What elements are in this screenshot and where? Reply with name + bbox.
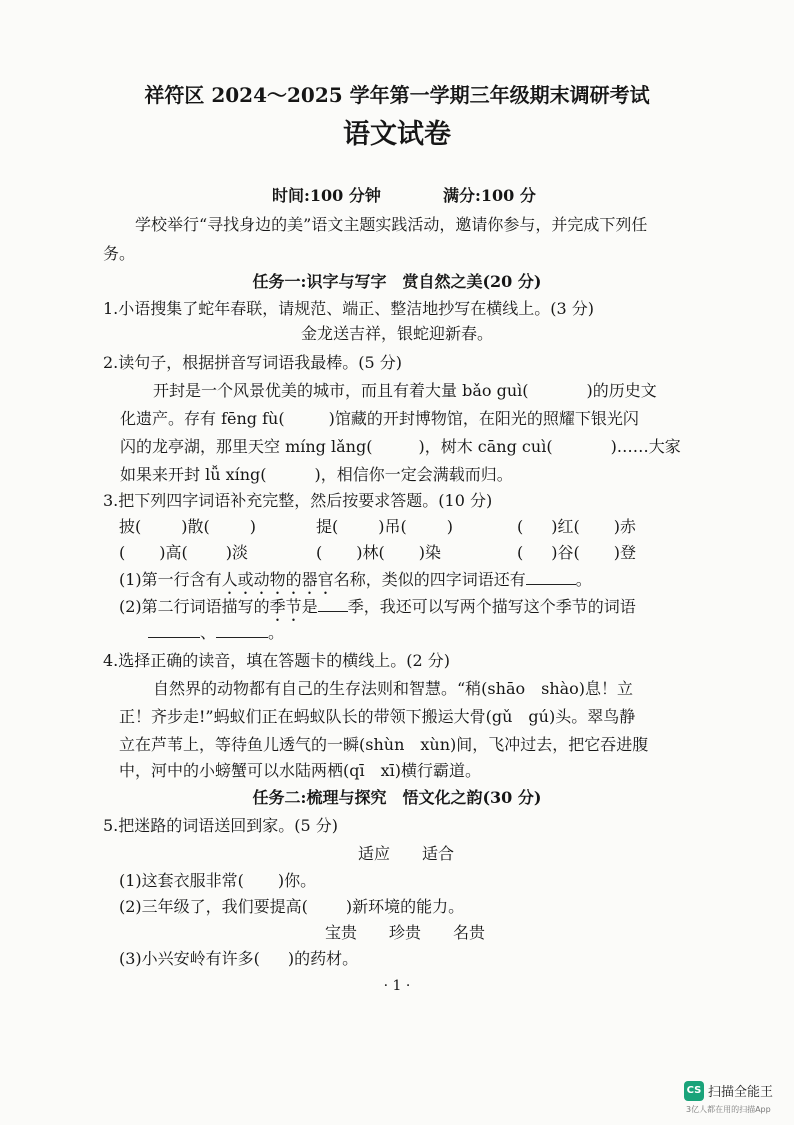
q5-s1-part-a: (1)这套衣服非常( [119,871,244,890]
idiom-part: 披( [119,517,142,536]
q2-line-2 [120,408,639,430]
task1-heading: 任务一:识字与写字 赏自然之美(20 分) [252,272,542,291]
watermark-name: 扫描全能王 [708,1085,774,1100]
q3-sub1-part-a: (1)第一行含有 [119,570,222,589]
idiom-part: ( [517,517,524,536]
q3-idiom-2-3 [517,542,636,564]
task2-heading: 任务二:梳理与探究 悟文化之韵(30 分) [252,788,542,807]
idiom-part: 提( [316,517,339,536]
q2-l1-part-a: 开封是一个风景优美的城市，而且有着大量 bǎo guì( [153,381,529,400]
q4-para-1: 自然界的动物都有自己的生存法则和智慧。“稍(shāo shào)息！立 [153,679,634,698]
q5-word-bank-2: 宝贵 珍贵 名贵 [325,923,486,942]
q3-idiom-1-3 [517,516,636,538]
exam-subject: 语文试卷 [343,119,451,150]
idiom-part: )高( [159,543,188,562]
q2-line-1 [153,380,657,402]
q2-line-3 [120,436,681,458]
idiom-part: )赤 [613,517,636,536]
q2-l4-part-b: )，相信你一定会满载而归。 [314,465,513,484]
q4-stem: 4.选择正确的读音，填在答题卡的横线上。(2 分) [103,651,451,670]
q1-stem: 1.小语搜集了蛇年春联，请规范、端正、整洁地抄写在横线上。(3 分) [103,299,595,318]
q5-s3-part-b: )的药材。 [287,949,359,968]
q3-idiom-1-1 [119,516,256,538]
q5-s1-part-b: )你。 [277,871,317,890]
idiom-part: )淡 [225,543,248,562]
intro-line-2: 务。 [103,244,136,263]
q5-sentence-1 [119,870,316,892]
watermark-tagline: 3亿人都在用的扫描App [686,1105,771,1114]
idiom-part: )谷( [551,543,580,562]
q5-s2-part-b: )新环境的能力。 [345,897,465,916]
q3-sub2-part-c: 季，我还可以写两个描写这个季节的词语 [347,597,636,616]
idiom-part: )吊( [378,517,407,536]
q2-line-4 [120,464,513,486]
q2-stem: 2.读句子，根据拼音写词语我最棒。(5 分) [103,353,403,372]
q2-l1-part-b: )的历史文 [586,381,657,400]
separator: 、 [200,623,217,642]
q2-l3-part-b: )，树木 cāng cuì( [418,437,553,456]
answer-line[interactable] [318,597,348,612]
q3-sub1-emphasis: 人或动物的器官 [221,570,334,589]
idiom-part: )染 [418,543,441,562]
q5-s3-part-a: (3)小兴安岭有许多( [119,949,260,968]
q3-sub2-part-a: (2)第二行词语描写的 [119,597,270,616]
idiom-part: )林( [356,543,385,562]
exam-score: 满分:100 分 [443,186,536,205]
idiom-part: )登 [613,543,636,562]
camscanner-logo-icon: CS [684,1081,704,1101]
q3-idiom-2-1 [119,542,248,564]
answer-line[interactable] [148,623,200,638]
q5-stem: 5.把迷路的词语送回到家。(5 分) [103,816,339,835]
idiom-part: ) [249,517,256,536]
q3-sub-2-answers [148,622,284,644]
q3-sub-1 [119,569,592,598]
q1-couplet: 金龙送吉祥，银蛇迎新春。 [300,324,493,343]
q4-para-2: 正！齐步走!”蚂蚁们正在蚂蚁队长的带领下搬运大骨(gǔ gú)头。翠鸟静 [119,707,636,726]
q3-sub1-part-b: 名称，类似的四字词语还有 [333,570,526,589]
idiom-part: ( [517,543,524,562]
q2-l2-part-a: 化遗产。存有 fēng fù( [120,409,285,428]
q4-para-3: 立在芦苇上，等待鱼儿透气的一瞬(shùn xùn)间，飞冲过去，把它吞进腹 [119,735,649,754]
q5-s2-part-a: (2)三年级了，我们要提高( [119,897,308,916]
q2-l3-part-c: )……大家 [610,437,681,456]
answer-line[interactable] [216,623,268,638]
idiom-part: )散( [181,517,210,536]
q5-sentence-2 [119,896,464,918]
q3-idiom-1-2 [316,516,453,538]
q3-stem: 3.把下列四字词语补充完整，然后按要求答题。(10 分) [103,491,493,510]
answer-line[interactable] [526,570,576,585]
q2-l3-part-a: 闪的龙亭湖，那里天空 míng lǎng( [120,437,373,456]
exam-time: 时间:100 分钟 [272,186,381,205]
q4-para-4: 中，河中的小螃蟹可以水陆两栖(qī xī)横行霸道。 [119,761,481,780]
q5-word-bank-1: 适应 适合 [358,844,455,863]
q2-l4-part-a: 如果来开封 lǚ xíng( [120,465,267,484]
q5-sentence-3 [119,948,358,970]
q3-sub2-emphasis: 季节 [269,597,302,616]
q2-l2-part-b: )馆藏的开封博物馆，在阳光的照耀下银光闪 [328,409,639,428]
q3-idiom-2-2 [316,542,441,564]
q3-sub2-part-b: 是 [301,597,318,616]
q3-sub1-part-c: 。 [575,570,592,589]
exam-title: 祥符区 2024～2025 学年第一学期三年级期末调研考试 [144,83,650,107]
period: 。 [268,623,285,642]
q3-sub-2 [119,596,636,625]
idiom-part: ( [316,543,323,562]
idiom-part: )红( [551,517,580,536]
idiom-part: ) [446,517,453,536]
page-number: · 1 · [383,978,411,994]
intro-line-1: 学校举行“寻找身边的美”语文主题实践活动，邀请你参与，并完成下列任 [135,215,648,234]
idiom-part: ( [119,543,126,562]
